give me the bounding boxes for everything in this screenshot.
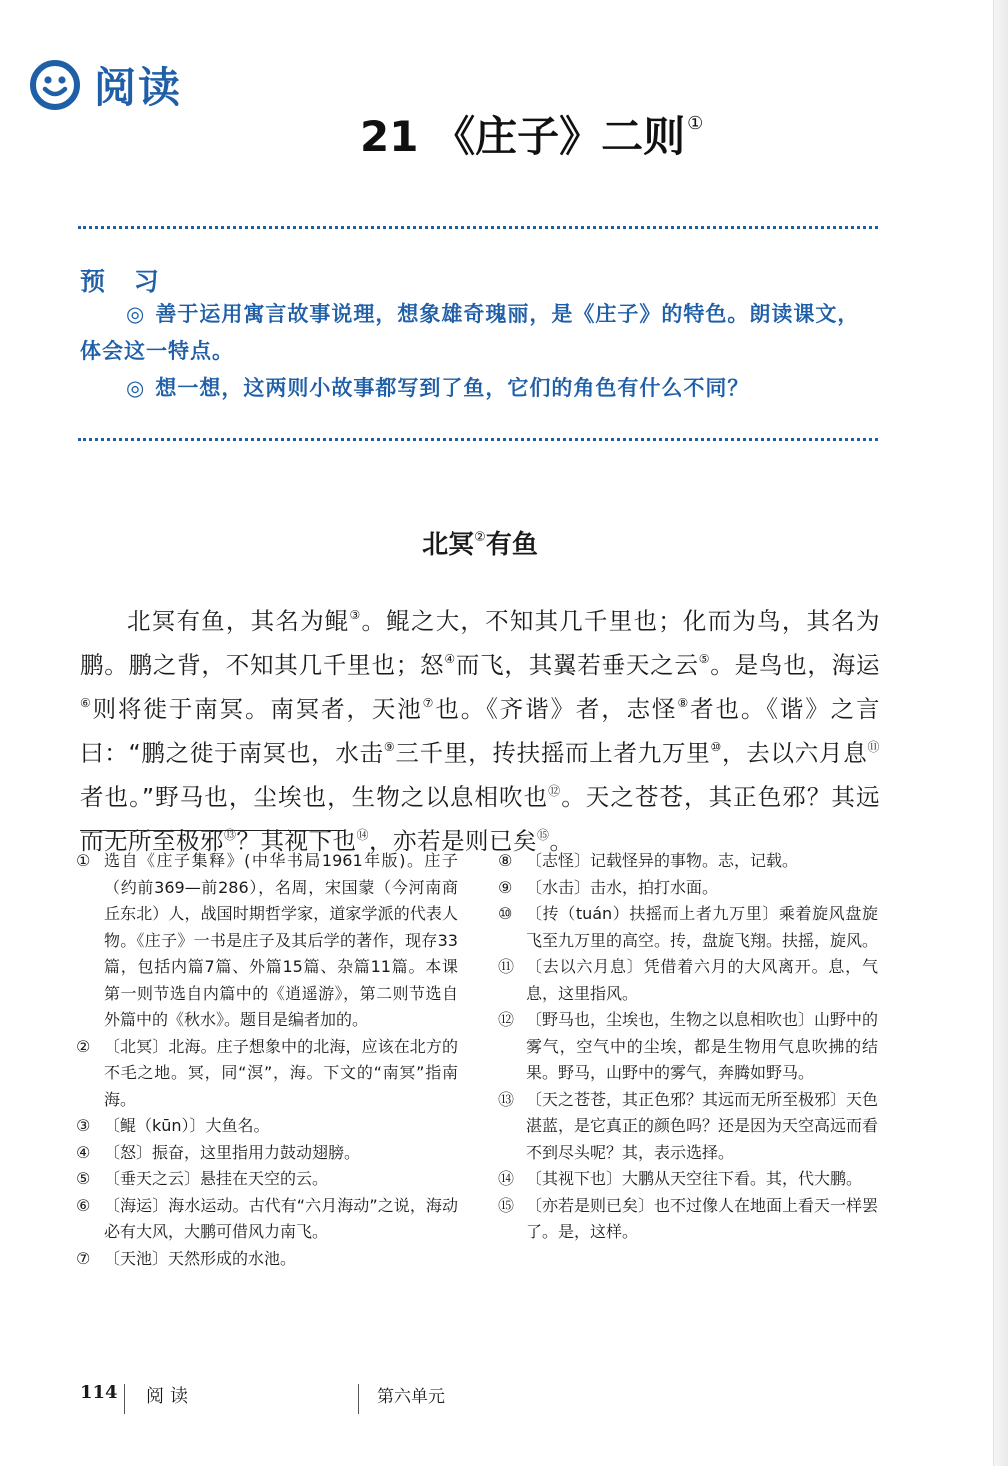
passage-body: [80, 596, 880, 860]
preview-item-text: 善于运用寓言故事说理，想象雄奇瑰丽，是《庄子》的特色。朗读课文，体会这一特点。: [80, 302, 860, 363]
footnote-marker: ④: [444, 652, 456, 666]
passage-text: 。: [549, 827, 574, 855]
footnote-marker: ⑮: [537, 828, 550, 842]
footnote-marker: ⑬: [224, 828, 237, 842]
footnote-text: 〔天池〕天然形成的水池。: [104, 1248, 297, 1268]
footnote-text: 〔水击〕击水，拍打水面。: [526, 877, 719, 897]
passage-title-footnote: ②: [474, 530, 486, 545]
footnotes-left-column: [76, 848, 458, 1272]
footnote-number: ③: [76, 1116, 91, 1135]
footnote: [498, 901, 878, 954]
footer-divider: [358, 1384, 359, 1414]
footnote-marker: ⑤: [698, 652, 711, 666]
footnote-marker: ⑭: [356, 828, 370, 842]
bullet-icon: ◎: [126, 302, 146, 326]
passage-text: 则将徙于南冥。南冥者，天池: [92, 695, 423, 723]
footnote-text: 〔去以六月息〕凭借着六月的大风离开。息，气息，这里指风。: [526, 957, 878, 1003]
footnote: [498, 1007, 878, 1087]
passage-text: 三千里，抟扶摇而上者九万里: [395, 739, 711, 767]
footnote: [76, 1166, 458, 1193]
page-footer: [0, 1382, 1008, 1412]
footer-unit: 第六单元: [377, 1387, 445, 1407]
passage-text: 者也。”野马也，尘埃也，生物之以息相吹也: [80, 783, 549, 811]
passage-text: ？其视下也: [236, 827, 357, 855]
preview-item: [80, 296, 880, 370]
footnote-text: 〔亦若是则已矣〕也不过像人在地面上看天一样罢了。是，这样。: [526, 1195, 879, 1241]
passage-text: 而飞，其翼若垂天之云: [455, 651, 699, 679]
footnote: [498, 1166, 878, 1193]
footnote: [498, 848, 878, 875]
footnote: [76, 1113, 458, 1140]
section-name: 阅读: [94, 63, 183, 112]
footnote: [76, 1246, 458, 1273]
footnote: [498, 875, 878, 902]
passage-text: 。是鸟也，海运: [710, 651, 881, 679]
footnote-rule: [80, 830, 344, 831]
footnote: [76, 1140, 458, 1167]
footnote-number: ⑬: [498, 1089, 515, 1109]
footnote: [76, 848, 458, 1034]
divider-top: [78, 226, 878, 229]
footnote: [498, 1087, 878, 1167]
footnote-marker: ⑧: [677, 696, 691, 710]
footnote-number: ⑥: [76, 1195, 91, 1215]
footer-section: 阅读: [146, 1386, 194, 1407]
footnote-text: 〔天之苍苍，其正色邪？其远而无所至极邪〕天色湛蓝，是它真正的颜色吗？还是因为天空高远而看不到尽头呢？其，表示选择。: [526, 1089, 879, 1162]
footnote-number: ⑦: [76, 1248, 91, 1268]
footnote-text: 〔野马也，尘埃也，生物之以息相吹也〕山野中的雾气，空气中的尘埃，都是生物用气息吹拂的结果。野马，山野中的雾气，奔腾如野马。: [526, 1010, 879, 1082]
passage-text: ，去以六月息: [722, 739, 868, 767]
page-number: 114: [80, 1382, 118, 1403]
footnote-text: 〔抟（tuán）扶摇而上者九万里〕乘着旋风盘旋飞至九万里的高空。抟，盘旋飞翔。扶摇，旋风。: [526, 904, 879, 950]
footnote-text: 〔志怪〕记载怪异的事物。志，记载。: [526, 851, 799, 870]
footnote: [76, 1034, 458, 1114]
footnote-number: ⑧: [498, 851, 513, 870]
footnote-text: 选自《庄子集释》(中华书局1961年版)。庄子（约前369—前286），名周，宋国蒙（今河南商丘东北）人，战国时期哲学家，道家学派的代表人物。《庄子》一书是庄子及其后学的著作，现存33篇，包括内篇7篇、外篇15篇、杂篇11篇。本课第一则节选自内篇中的《逍遥游》，第二则节选自外篇中的《秋水》。题目是编者加的。: [104, 851, 458, 1029]
passage-text: 者也。《谐》之言曰：“鹏之徙于南冥也，水击: [80, 695, 881, 767]
footnote-number: ⑪: [498, 957, 515, 976]
preview-heading: 预 习: [80, 267, 169, 296]
footnote-marker: ⑥: [80, 696, 93, 710]
footnote-text: 〔鲲（kūn）〕大鱼名。: [104, 1116, 270, 1135]
page-edge: [993, 0, 1008, 1466]
footnote-number: ⑭: [498, 1169, 515, 1188]
smiley-face-icon: [30, 60, 80, 110]
passage-text: 也。《齐谐》者，志怪: [435, 695, 678, 723]
footnote-marker: ③: [349, 608, 362, 622]
footnote-text: 〔北冥〕北海。庄子想象中的北海，应该在北方的不毛之地。冥，同“溟”，海。下文的“南冥”指南海。: [104, 1036, 458, 1109]
passage-text: 北冥有鱼，其名为鲲: [127, 607, 350, 635]
footnote-text: 〔怒〕振奋，这里指用力鼓动翅膀。: [104, 1142, 361, 1162]
footnote-marker: ⑦: [422, 696, 436, 710]
footnote-text: 〔海运〕海水运动。古代有“六月海动”之说，海动必有大风，大鹏可借风力南飞。: [104, 1195, 458, 1241]
footnote-marker: ⑩: [710, 740, 723, 754]
footnote-number: ⑮: [498, 1195, 515, 1215]
bullet-icon: ◎: [126, 376, 146, 400]
footnote-number: ④: [76, 1142, 91, 1162]
footnote-marker: ⑫: [548, 784, 562, 798]
section-header: [30, 58, 182, 112]
footnote-number: ⑤: [76, 1169, 91, 1188]
footnote: [498, 954, 878, 1007]
passage-title-part1: 北冥: [422, 530, 475, 560]
preview-item: [80, 370, 880, 407]
footer-divider: [124, 1384, 125, 1414]
footnote-number: ⑩: [498, 904, 513, 923]
footnotes-right-column: [498, 848, 878, 1246]
footnote-number: ②: [76, 1036, 91, 1056]
footnote-number: ⑫: [498, 1010, 515, 1029]
preview-item-text: 想一想，这两则小故事都写到了鱼，它们的角色有什么不同？: [155, 376, 750, 400]
footnote-text: 〔垂天之云〕悬挂在天空的云。: [104, 1169, 329, 1188]
footnote-number: ①: [76, 851, 91, 870]
passage-title-part2: 有鱼: [485, 530, 538, 560]
footnote: [498, 1193, 878, 1246]
passage-text: ，亦若是则已矣: [369, 827, 538, 855]
passage-text: 。天之苍苍，其正色邪？其远而无所至极邪: [80, 783, 880, 855]
lesson-title-footnote: ①: [687, 113, 704, 134]
footnote-marker: ⑪: [867, 740, 881, 754]
passage-title: [0, 524, 960, 561]
footnote-text: 〔其视下也〕大鹏从天空往下看。其，代大鹏。: [526, 1169, 863, 1188]
preview-list: [80, 296, 880, 407]
lesson-title: [360, 104, 703, 164]
footnote-number: ⑨: [498, 877, 513, 897]
lesson-title-text: 21 《庄子》二则: [360, 112, 686, 161]
footnote: [76, 1193, 458, 1246]
divider-bottom: [78, 438, 878, 441]
passage-text: 。鲲之大，不知其几千里也；化而为鸟，其名为鹏。鹏之背，不知其几千里也；怒: [80, 607, 881, 679]
footnote-marker: ⑨: [383, 740, 396, 754]
